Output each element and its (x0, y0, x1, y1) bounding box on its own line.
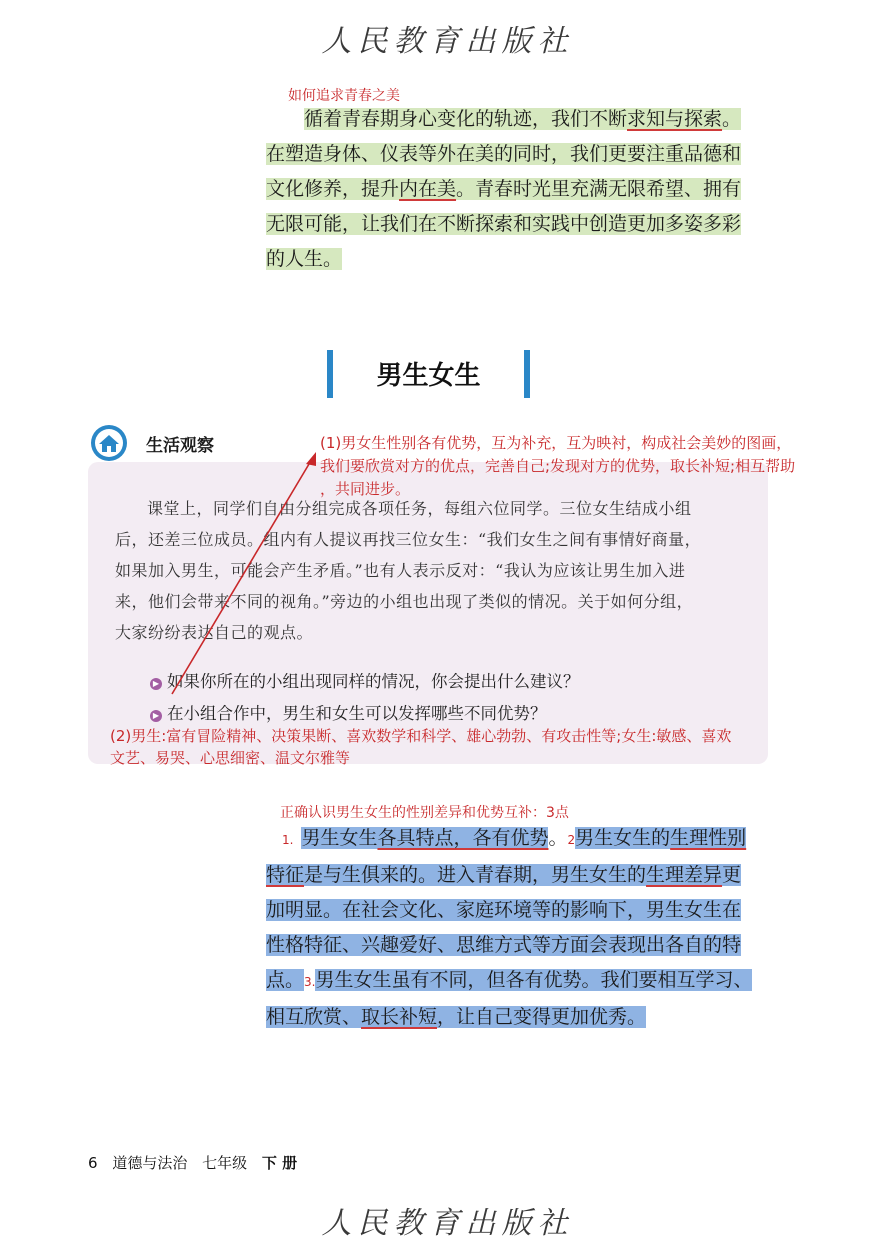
p2-l5-a: 点。 (266, 969, 305, 991)
page-number: 6 (88, 1154, 98, 1172)
publisher-logo-bottom: 人民教育出版社 (321, 1206, 574, 1241)
p1-line5: 的人生。 (266, 248, 343, 270)
p1-line1-c: 。 (722, 108, 742, 130)
paragraph-gender-differences (266, 821, 786, 1035)
p2-l5-b: 男生女生虽有不同，但各有优势。我们要相互学习、 (315, 969, 753, 991)
volume: 下 册 (261, 1154, 298, 1172)
book-title: 道德与法治 (112, 1154, 188, 1172)
p1-line3-c: 。青春时光里充满无限希望、拥有 (456, 178, 742, 200)
p2-num2: 2 (567, 833, 576, 847)
note1-line1: (1)男女生性别各有优势，互为补充，互为映衬，构成社会美妙的图画， (320, 434, 792, 452)
p1-line1-b: 求知与探索 (627, 108, 723, 130)
p2-num3: 3. (304, 975, 316, 989)
section-title: 男生女生 (376, 361, 481, 391)
p1-line3-b: 内在美 (399, 178, 457, 200)
p1-line3-a: 文化修养，提升 (266, 178, 400, 200)
grade: 七年级 (202, 1154, 248, 1172)
p2-l2-a: 特征 (266, 864, 305, 886)
p2-l2-d: 更 (722, 864, 742, 886)
p2-l6-a: 相互欣赏、 (266, 1006, 362, 1028)
p2-l6-c: ，让自己变得更加优秀。 (437, 1006, 647, 1028)
p2-l1-a: 男生女生 (301, 827, 378, 849)
question-1-text: 如果你所在的小组出现同样的情况，你会提出什么建议？ (167, 672, 580, 691)
p2-l6-b: 取长补短 (361, 1006, 438, 1028)
page-footer (88, 1152, 297, 1173)
p1-line4: 无限可能，让我们在不断探索和实践中创造更加多姿多彩 (266, 213, 742, 235)
publisher-logo-top: 人民教育出版社 (321, 24, 574, 59)
p1-line2: 在塑造身体、仪表等外在美的同时，我们更要注重品德和 (266, 143, 742, 165)
p2-l1-e: 生理性别 (670, 827, 747, 849)
p2-l2-b: 是与生俱来的。进入青春期，男生女生的 (304, 864, 647, 886)
box-line2: 后，还差三位成员。组内有人提议再找三位女生：“我们女生之间有事情好商量， (115, 530, 702, 549)
play-bullet-icon: ▶ (150, 710, 162, 722)
note-bottom: 正确认识男生女生的性别差异和优势互补：3点 (280, 805, 569, 821)
p2-l3: 加明显。在社会文化、家庭环境等的影响下，男生女生在 (266, 899, 742, 921)
note1-line3: ，共同进步。 (320, 480, 411, 498)
note2-line2: 文艺、易哭、心思细密、温文尔雅等 (110, 749, 351, 767)
p2-l4: 性格特征、兴趣爱好、思维方式等方面会表现出各自的特 (266, 934, 742, 956)
p2-l1-c: 。 (548, 827, 568, 849)
box-line1: 课堂上，同学们自由分组完成各项任务，每组六位同学。三位女生结成小组 (147, 499, 692, 518)
p2-l1-d: 男生女生的 (575, 827, 671, 849)
note1-line2: 我们要欣赏对方的优点，完善自己;发现对方的优势，取长补短;相互帮助 (320, 457, 796, 475)
box-line5: 大家纷纷表达自己的观点。 (115, 623, 314, 642)
note-top: 如何追求青春之美 (288, 88, 400, 104)
p2-l1-b: 各具特点，各有优势 (377, 827, 549, 849)
p1-line1-a: 循着青春期身心变化的轨迹，我们不断 (304, 108, 628, 130)
p2-num1: 1. (282, 833, 294, 847)
box-line4: 来，他们会带来不同的视角。”旁边的小组也出现了类似的情况。关于如何分组， (115, 592, 694, 611)
p2-l2-c: 生理差异 (646, 864, 723, 886)
life-observation-label: 生活观察 (146, 436, 214, 456)
box-line3: 如果加入男生，可能会产生矛盾。”也有人表示反对：“我认为应该让男生加入进 (115, 561, 686, 580)
note2-line1: (2)男生:富有冒险精神、决策果断、喜欢数学和科学、雄心勃勃、有攻击性等;女生:敏感、喜欢 (110, 727, 732, 745)
play-bullet-icon: ▶ (150, 678, 162, 690)
question-2-text: 在小组合作中，男生和女生可以发挥哪些不同优势？ (167, 704, 547, 723)
